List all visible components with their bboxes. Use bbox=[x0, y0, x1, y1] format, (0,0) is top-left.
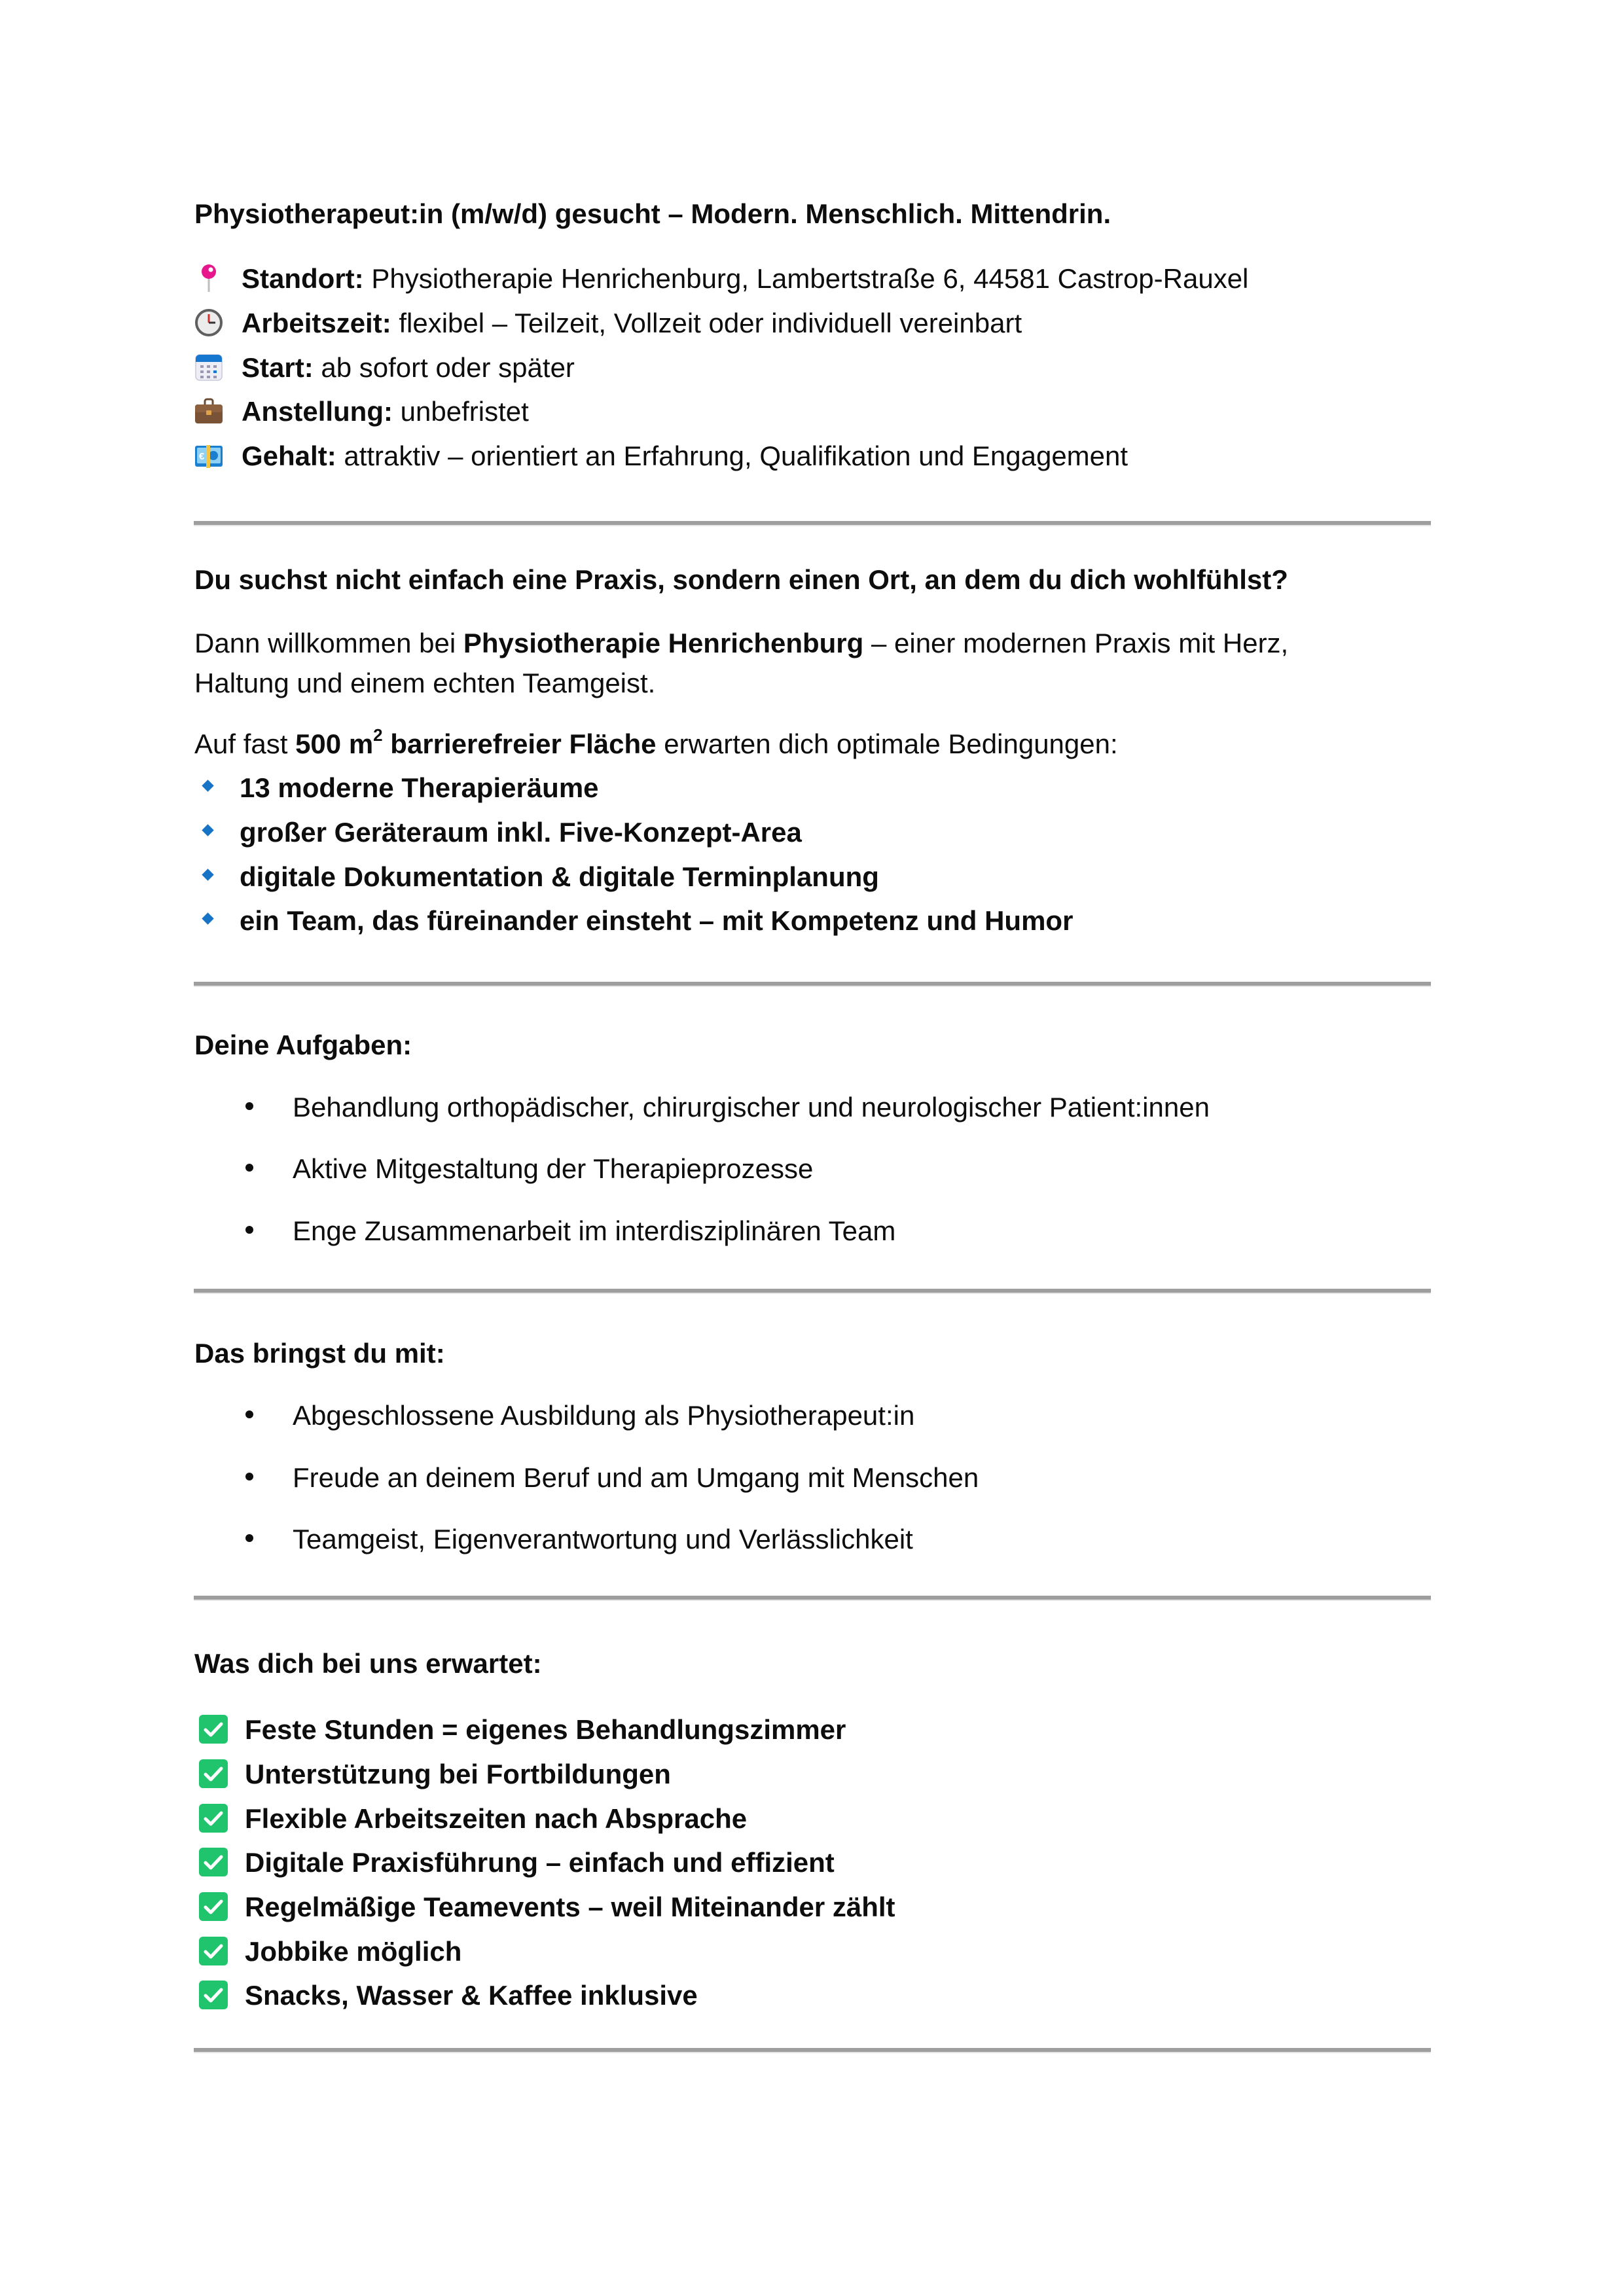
fact-employment bbox=[194, 389, 529, 434]
task-item bbox=[245, 1209, 895, 1253]
diamond-bullet-icon bbox=[202, 913, 213, 925]
task-text: Behandlung orthopädischer, chirurgischer und neurologischer Patient:innen bbox=[293, 1092, 1210, 1122]
requirements-heading: Das bringst du mit: bbox=[194, 1338, 445, 1369]
benefit-text: Feste Stunden = eigenes Behandlungszimmer bbox=[245, 1714, 846, 1745]
fact-label: Arbeitszeit: bbox=[242, 308, 391, 338]
requirement-text: Abgeschlossene Ausbildung als Physiotherapeut:in bbox=[293, 1400, 915, 1431]
pushpin-icon bbox=[194, 264, 223, 293]
fact-salary bbox=[194, 434, 1128, 478]
diamond-bullet-icon bbox=[202, 780, 213, 792]
feature-text: ein Team, das füreinander einsteht – mit Kompetenz und Humor bbox=[240, 905, 1074, 936]
fact-label: Anstellung: bbox=[242, 396, 393, 427]
divider bbox=[194, 982, 1431, 987]
fact-label: Gehalt: bbox=[242, 440, 336, 471]
fact-value: Physiotherapie Henrichenburg, Lambertstraße 6, 44581 Castrop-Rauxel bbox=[363, 263, 1249, 294]
intro-heading: Du suchst nicht einfach eine Praxis, sondern einen Ort, an dem du dich wohlfühlst? bbox=[194, 564, 1288, 595]
bullet-icon bbox=[245, 1473, 253, 1480]
benefit-item bbox=[199, 1929, 461, 1974]
benefit-item bbox=[199, 1708, 846, 1752]
requirement-text: Freude an deinem Beruf und am Umgang mit Menschen bbox=[293, 1462, 979, 1493]
feature-item bbox=[204, 766, 599, 810]
fact-working-time bbox=[194, 301, 1022, 346]
check-mark-icon bbox=[199, 1848, 228, 1876]
feature-text: digitale Dokumentation & digitale Terminplanung bbox=[240, 861, 879, 892]
check-mark-icon bbox=[199, 1892, 228, 1921]
requirement-item bbox=[245, 1456, 979, 1500]
benefit-text: Regelmäßige Teamevents – weil Miteinander zählt bbox=[245, 1892, 895, 1922]
diamond-bullet-icon bbox=[202, 869, 213, 881]
diamond-bullet-icon bbox=[202, 825, 213, 836]
check-mark-icon bbox=[199, 1981, 228, 2009]
feature-text: 13 moderne Therapieräume bbox=[240, 772, 599, 803]
divider bbox=[194, 1596, 1431, 1601]
check-mark-icon bbox=[199, 1937, 228, 1965]
requirement-item bbox=[245, 1393, 914, 1438]
benefit-item bbox=[199, 1885, 895, 1929]
area-superscript: 2 bbox=[373, 725, 383, 745]
feature-item bbox=[204, 899, 1073, 943]
area-text: Auf fast bbox=[194, 728, 296, 759]
fact-start bbox=[194, 346, 575, 390]
divider bbox=[194, 2048, 1431, 2053]
area-text: erwarten dich optimale Bedingungen: bbox=[656, 728, 1118, 759]
tasks-heading: Deine Aufgaben: bbox=[194, 1030, 412, 1060]
fact-value: flexibel – Teilzeit, Vollzeit oder individuell vereinbart bbox=[391, 308, 1022, 338]
feature-text: großer Geräteraum inkl. Five-Konzept-Area bbox=[240, 817, 802, 848]
area-type: barrierefreier Fläche bbox=[382, 728, 657, 759]
intro-text: – einer modernen Praxis mit Herz, bbox=[863, 628, 1289, 658]
requirement-text: Teamgeist, Eigenverantwortung und Verlässlichkeit bbox=[293, 1524, 913, 1554]
practice-name: Physiotherapie Henrichenburg bbox=[463, 628, 864, 658]
benefit-item bbox=[199, 1752, 671, 1797]
check-mark-icon bbox=[199, 1804, 228, 1833]
task-item bbox=[245, 1147, 813, 1191]
intro-paragraph-line: Haltung und einem echten Teamgeist. bbox=[194, 668, 656, 698]
briefcase-icon bbox=[194, 397, 223, 425]
euro-banknote-icon bbox=[194, 441, 223, 470]
intro-paragraph-line bbox=[194, 621, 1288, 666]
svg-text:€: € bbox=[199, 450, 205, 462]
benefit-text: Unterstützung bei Fortbildungen bbox=[245, 1759, 671, 1789]
benefit-text: Jobbike möglich bbox=[245, 1936, 462, 1967]
clock-icon bbox=[194, 308, 223, 337]
feature-item bbox=[204, 810, 802, 855]
task-item bbox=[245, 1085, 1210, 1130]
bullet-icon bbox=[245, 1164, 253, 1172]
benefit-text: Snacks, Wasser & Kaffee inklusive bbox=[245, 1980, 698, 2011]
feature-item bbox=[204, 855, 879, 899]
benefits-heading: Was dich bei uns erwartet: bbox=[194, 1648, 542, 1679]
benefit-text: Digitale Praxisführung – einfach und effizient bbox=[245, 1847, 835, 1878]
divider bbox=[194, 1289, 1431, 1294]
benefit-item bbox=[199, 1973, 698, 2018]
benefit-item bbox=[199, 1797, 747, 1841]
bullet-icon bbox=[245, 1102, 253, 1110]
intro-text: Dann willkommen bei bbox=[194, 628, 463, 658]
page-title: Physiotherapeut:in (m/w/d) gesucht – Modern. Menschlich. Mittendrin. bbox=[194, 198, 1111, 229]
area-line bbox=[194, 722, 1118, 766]
bullet-icon bbox=[245, 1410, 253, 1418]
area-size: 500 m bbox=[295, 728, 374, 759]
check-mark-icon bbox=[199, 1715, 228, 1744]
fact-label: Start: bbox=[242, 352, 314, 383]
benefit-item bbox=[199, 1840, 835, 1885]
check-mark-icon bbox=[199, 1759, 228, 1788]
fact-location bbox=[194, 257, 1248, 301]
fact-value: ab sofort oder später bbox=[313, 352, 575, 383]
calendar-icon bbox=[194, 353, 223, 382]
fact-value: attraktiv – orientiert an Erfahrung, Qualifikation und Engagement bbox=[336, 440, 1128, 471]
task-text: Aktive Mitgestaltung der Therapieprozesse bbox=[293, 1153, 814, 1184]
benefit-text: Flexible Arbeitszeiten nach Absprache bbox=[245, 1803, 748, 1834]
requirement-item bbox=[245, 1517, 913, 1562]
fact-label: Standort: bbox=[242, 263, 364, 294]
divider bbox=[194, 521, 1431, 526]
bullet-icon bbox=[245, 1534, 253, 1542]
bullet-icon bbox=[245, 1226, 253, 1234]
task-text: Enge Zusammenarbeit im interdisziplinären Team bbox=[293, 1215, 896, 1246]
fact-value: unbefristet bbox=[392, 396, 529, 427]
